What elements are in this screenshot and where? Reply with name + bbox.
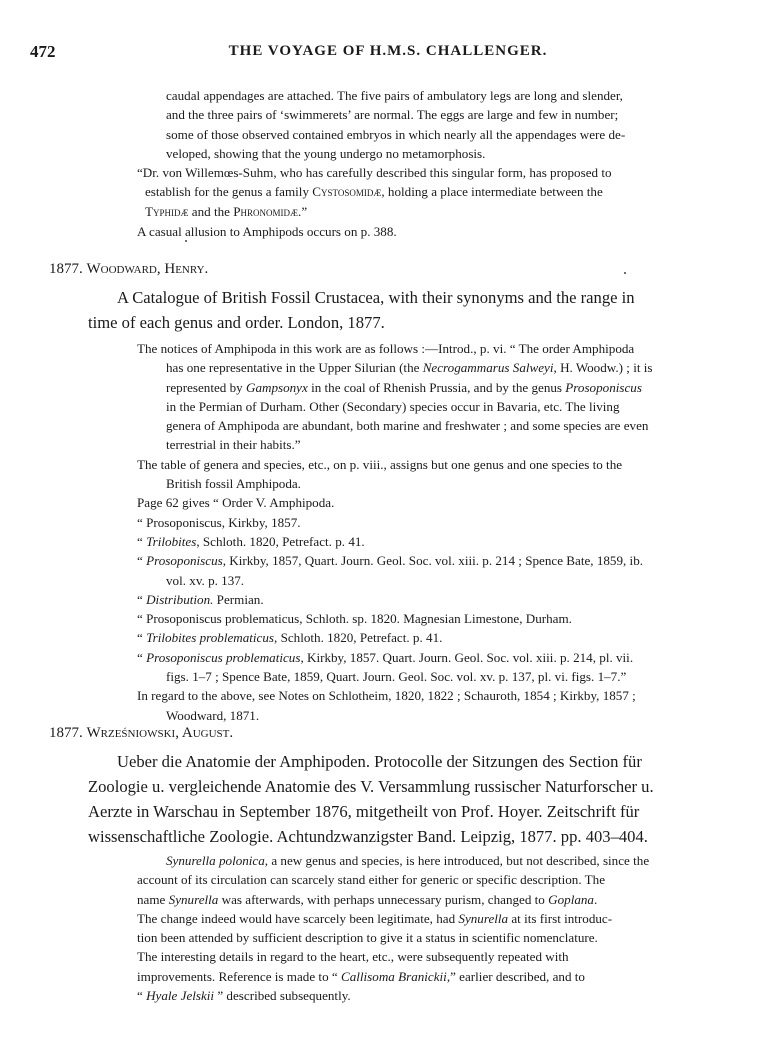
- text-line: The interesting details in regard to the heart, etc., were subsequently repeated with: [137, 949, 569, 965]
- taxon-name: Prosoponiscus problematicus: [146, 649, 301, 665]
- catalogue-line: “ Distribution. Permian.: [137, 591, 264, 607]
- text-line: The change indeed would have scarcely been legitimate, had Synurella at its first introduc-: [137, 910, 613, 926]
- family-name: Typhidæ: [145, 203, 189, 219]
- catalogue-line: “ Prosoponiscus, Kirkby, 1857, Quart. Journ. Geol. Soc. vol. xiii. p. 214 ; Spence Bate, 1859, ib.: [137, 553, 644, 569]
- catalogue-line: figs. 1–7 ; Spence Bate, 1859, Quart. Journ. Geol. Soc. vol. xv. p. 137, pl. vi. figs. 1–7.”: [166, 669, 627, 685]
- taxon-name: Trilobites problematicus: [146, 630, 275, 646]
- page-number: 472: [30, 42, 56, 61]
- text-line: some of those observed contained embryos in which nearly all the appendages were de-: [166, 126, 626, 142]
- running-head: THE VOYAGE OF H.M.S. CHALLENGER.: [228, 43, 548, 59]
- taxon-name: Goplana: [548, 891, 594, 907]
- entry-year: 1877.: [49, 261, 83, 277]
- entry-year: 1877.: [49, 725, 83, 741]
- text-line: tion been attended by sufficient description to give it a status in scientific nomenclature.: [137, 930, 598, 946]
- text-line: caudal appendages are attached. The five pairs of ambulatory legs are long and slender,: [166, 88, 623, 103]
- taxon-name: Synurella: [168, 891, 219, 907]
- text-line: account of its circulation can scarcely stand either for generic or specific description. The: [137, 872, 606, 888]
- text-line: name Synurella was afterwards, with perhaps unnecessary purism, changed to Goplana.: [137, 891, 598, 907]
- text-line: Synurella polonica, a new genus and species, is here introduced, but not described, since the: [166, 853, 650, 868]
- text-line: veloped, showing that the young undergo no metamorphosis.: [166, 145, 486, 161]
- catalogue-line: “ Prosoponiscus, Kirkby, 1857.: [137, 514, 301, 530]
- taxon-name: Gampsonyx: [245, 379, 308, 395]
- catalogue-line: “ Trilobites, Schloth. 1820, Petrefact. p. 41.: [137, 533, 365, 549]
- entry-title-wrzesniowski: Ueber die Anatomie der Amphipoden. Protocolle der Sitzungen des Section für Zoologie u. vergleichende Anatomie des V. Versammlung russischer Naturforscher u. Aerzte in Warschau in September 1876, mitgetheilt von Prof. Hoyer. Zeitschrift für wissenschaftliche Zoologie. Achtundzwanzigster Band. Leipzig, 1877. pp. 403–404.: [88, 752, 654, 846]
- text-line: represented by Gampsonyx in the coal of Rhenish Prussia, and by the genus Prosoponiscus: [166, 379, 642, 395]
- text-line: genera of Amphipoda are abundant, both marine and freshwater ; and some species are even: [166, 418, 649, 434]
- text-line: The table of genera and species, etc., on p. viii., assigns but one genus and one species to the: [137, 456, 623, 472]
- family-name: Phronomidæ: [233, 203, 299, 219]
- text-line: and the three pairs of ‘swimmerets’ are normal. The eggs are large and few in number;: [166, 107, 619, 123]
- catalogue-line: “ Trilobites problematicus, Schloth. 1820, Petrefact. p. 41.: [137, 630, 443, 646]
- page-header: [30, 42, 746, 66]
- family-name: Cystosomidæ: [312, 184, 382, 200]
- taxon-name: Trilobites: [146, 533, 197, 549]
- entry-heading-wrzesniowski: [49, 725, 233, 742]
- taxon-name: Necrogammarus Salweyi: [422, 360, 554, 376]
- section-label: Distribution.: [146, 591, 214, 607]
- quote-line: establish for the genus a family Cystosomidæ, holding a place intermediate between the: [145, 184, 603, 200]
- text-line: In regard to the above, see Notes on Schlotheim, 1820, 1822 ; Schauroth, 1854 ; Kirkby, 1857 ;: [137, 688, 636, 704]
- text-line: “ Hyale Jelskii ” described subsequently.: [137, 988, 351, 1004]
- entry-notes-woodward: [137, 339, 729, 725]
- previous-entry: [137, 86, 727, 241]
- text-line: terrestrial in their habits.”: [166, 437, 301, 453]
- text-line: The notices of Amphipoda in this work are as follows :—Introd., p. vi. “ The order Amphipoda: [137, 341, 635, 356]
- print-speck: [624, 272, 626, 274]
- taxon-name: Callisoma Branickii: [340, 968, 447, 984]
- taxon-name: Synurella: [458, 910, 509, 926]
- text-line: Woodward, 1871.: [166, 707, 260, 723]
- text-line: British fossil Amphipoda.: [166, 476, 301, 492]
- taxon-name: Prosoponiscus: [565, 379, 642, 395]
- catalogue-line: “ Prosoponiscus problematicus, Schloth. sp. 1820. Magnesian Limestone, Durham.: [137, 611, 572, 627]
- taxon-name: Hyale Jelskii: [146, 988, 215, 1004]
- catalogue-line: “ Prosoponiscus problematicus, Kirkby, 1857. Quart. Journ. Geol. Soc. vol. xiii. p. 214, pl. vii.: [137, 649, 634, 665]
- catalogue-line: vol. xv. p. 137.: [166, 572, 245, 588]
- entry-title-woodward: A Catalogue of British Fossil Crustacea, with their synonyms and the range in time of each genus and order. London, 1877.: [88, 288, 635, 332]
- entry-notes-wrzesniowski: [137, 851, 729, 1005]
- entry-author: Wrześniowski, August.: [86, 725, 234, 741]
- text-line: has one representative in the Upper Silurian (the Necrogammarus Salweyi, H. Woodw.) ; it is: [166, 360, 653, 376]
- quote-line: Typhidæ and the Phronomidæ.”: [145, 203, 308, 219]
- entry-heading-woodward: [49, 261, 208, 278]
- allusion-line: A casual allusion to Amphipods occurs on p. 388.: [137, 224, 397, 240]
- text-line: improvements. Reference is made to “ Callisoma Branickii,” earlier described, and to: [137, 968, 585, 984]
- taxon-name: Synurella polonica: [166, 853, 265, 868]
- taxon-name: Prosoponiscus: [146, 553, 223, 569]
- entry-author: Woodward, Henry.: [86, 261, 209, 277]
- quote-line: “Dr. von Willemœs-Suhm, who has carefully described this singular form, has proposed to: [137, 165, 612, 181]
- text-line: in the Permian of Durham. Other (Secondary) species occur in Bavaria, etc. The living: [166, 398, 620, 414]
- catalogue-line: Page 62 gives “ Order V. Amphipoda.: [137, 495, 335, 511]
- print-speck: [185, 240, 187, 242]
